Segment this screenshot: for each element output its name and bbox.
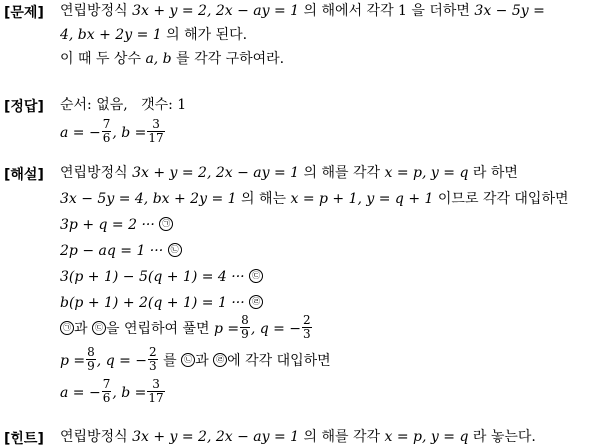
problem-text: 연립방정식 xyxy=(60,3,128,19)
equation-3: 3(p + 1) − 5(q + 1) = 4 ··· ㉢ xyxy=(60,268,263,286)
problem-line-2 xyxy=(60,26,247,44)
equation-1: 3p + q = 2 ··· ㉠ xyxy=(60,216,173,234)
hint-label: [힌트] xyxy=(4,431,44,447)
solution-line-8: p = $\frac{8}{9}$ , q = − $\frac{2}{3}$ 를 ㉡ 과 ㉣ 에 각각 대입하면 xyxy=(60,344,331,373)
solution-line-7: ㉠ 과 ㉢ 을 연립하여 풀면 p = $\frac{8}{9}$ , q = − $\frac{2}{3}$ xyxy=(60,314,313,344)
problem-equation: 3x − 5y = xyxy=(474,3,545,19)
solution-label: [해설] xyxy=(4,167,44,183)
hint-line: 연립방정식 3x + y = 2, 2x − ay = 1 의 해를 각각 x = p, y = q 라 놓는다. xyxy=(60,429,536,445)
solution-result: a = − $\frac{7}{6}$ , b = $\frac{3}{17}$ xyxy=(60,376,164,405)
problem-text: 를 각각 구하여라. xyxy=(176,51,285,67)
problem-equation: 3x + y = 2, 2x − ay = 1 xyxy=(132,3,300,19)
answer-b: , b = xyxy=(112,125,147,141)
problem-equation: 4, bx + 2y = 1 xyxy=(60,27,162,43)
answer-a: a = − xyxy=(60,125,101,141)
problem-text: 이 때 두 상수 xyxy=(60,51,141,67)
problem-text: 의 해에서 각각 1 을 더하면 xyxy=(303,3,470,19)
solution-line-2: 3x − 5y = 4, bx + 2y = 1 의 해는 x = p + 1, y = q + 1 이므로 각각 대입하면 xyxy=(60,191,569,207)
circled-4: ㉣ xyxy=(249,295,263,309)
solution-line-1: 연립방정식 3x + y = 2, 2x − ay = 1 의 해를 각각 x = p, y = q 라 하면 xyxy=(60,165,518,181)
circled-2: ㉡ xyxy=(168,243,182,257)
problem-text: 의 해가 된다. xyxy=(166,27,248,43)
equation-4: b(p + 1) + 2(q + 1) = 1 ··· ㉣ xyxy=(60,294,263,312)
problem-label: [문제] xyxy=(4,5,44,21)
problem-line-1 xyxy=(60,2,545,20)
problem-line-3 xyxy=(60,50,284,68)
answer-meta xyxy=(60,96,186,114)
answer-a-fraction: $\frac{7}{6}$ xyxy=(102,116,111,145)
problem-variables: a, b xyxy=(145,51,172,67)
equation-2: 2p − aq = 1 ··· ㉡ xyxy=(60,242,182,260)
circled-1: ㉠ xyxy=(159,217,173,231)
answer-count: 갯수: 1 xyxy=(141,97,187,113)
circled-3: ㉢ xyxy=(249,269,263,283)
answer-b-fraction: $\frac{3}{17}$ xyxy=(148,116,164,145)
answer-label: [정답] xyxy=(4,99,44,115)
answer-order: 순서: 없음, xyxy=(60,97,128,113)
answer-values xyxy=(60,118,166,148)
